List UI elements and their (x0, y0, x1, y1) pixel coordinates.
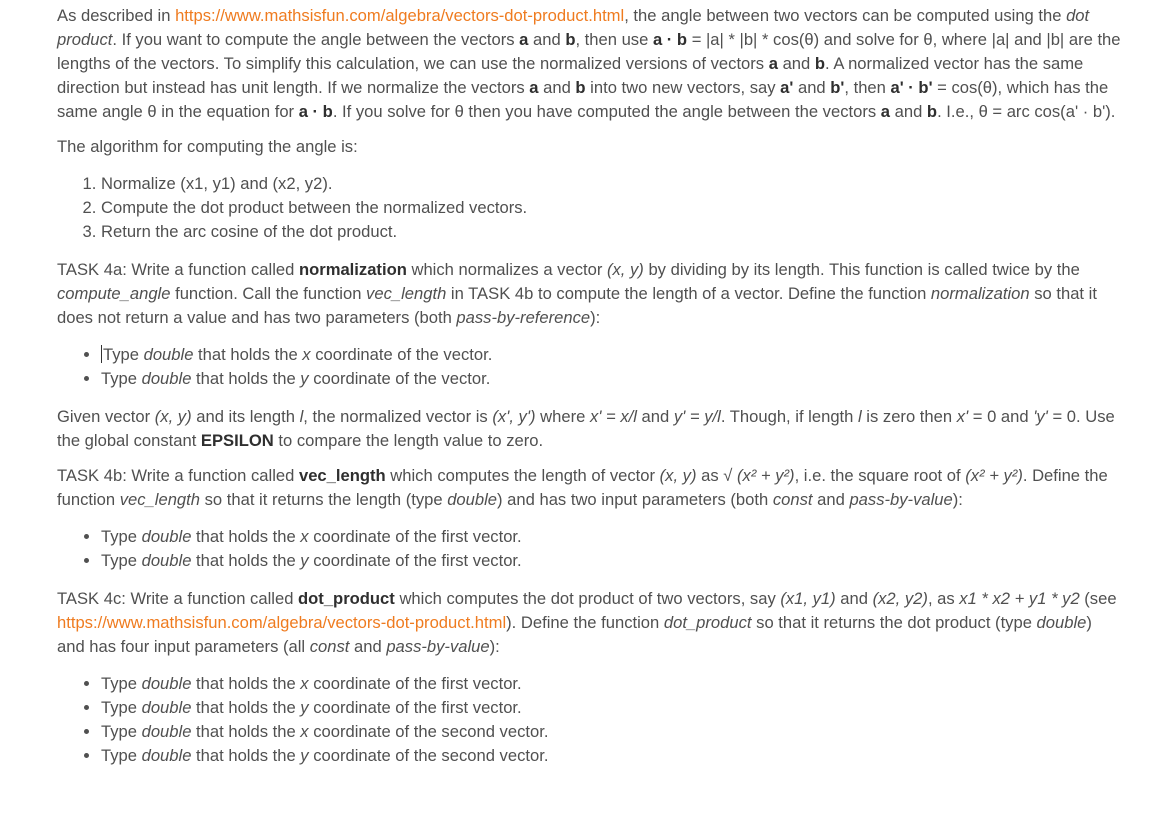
emphasis: pass-by-reference (456, 308, 591, 327)
list-item (101, 720, 1122, 744)
text: coordinate of the second vector. (308, 722, 549, 741)
text: that holds the (191, 551, 301, 570)
emphasis: (x2, y2) (872, 589, 928, 608)
text: that holds the (191, 369, 301, 388)
text: . If you want to compute the angle between the vectors (112, 30, 520, 49)
text: coordinate of the first vector. (308, 698, 522, 717)
document-body (57, 4, 1122, 768)
list-item (101, 525, 1122, 549)
text: Type (101, 527, 142, 546)
text: Type (101, 674, 142, 693)
text: into two new vectors, say (585, 78, 781, 97)
dot-product-link[interactable]: https://www.mathsisfun.com/algebra/vectors-dot-product.html (175, 6, 625, 25)
text: which normalizes a vector (406, 260, 607, 279)
algorithm-heading: The algorithm for computing the angle is: (57, 137, 358, 156)
emphasis: y (300, 746, 309, 765)
text: and (636, 407, 674, 426)
text: Type (101, 698, 142, 717)
formula: a' · b' (890, 78, 933, 97)
emphasis: y (300, 369, 309, 388)
text: that holds the (191, 674, 301, 693)
normalization-detail (57, 405, 1122, 453)
text: and (835, 589, 873, 608)
text: coordinate of the first vector. (308, 551, 522, 570)
text: which computes the dot product of two vectors, say (394, 589, 781, 608)
text: and its length (191, 407, 300, 426)
emphasis: dot_product (663, 613, 752, 632)
text: Type (101, 369, 142, 388)
emphasis: vec_length (366, 284, 447, 303)
vector-a: a (529, 78, 539, 97)
formula: (x² + y²) (965, 466, 1023, 485)
emphasis: (x, y) (659, 466, 697, 485)
text: to compute the length of a vector. Define the function (533, 284, 931, 303)
emphasis: double (141, 698, 192, 717)
text: Type (101, 746, 142, 765)
task4c-params (57, 672, 1122, 768)
emphasis: (x, y) (154, 407, 192, 426)
formula: a · b (298, 102, 333, 121)
emphasis: pass-by-value (849, 490, 953, 509)
text: coordinate of the vector. (310, 345, 493, 364)
formula: a · b (652, 30, 688, 49)
emphasis: normalization (930, 284, 1030, 303)
list-item (101, 744, 1122, 768)
text: . A normalized vector has the same direction but instead has unit length. If we normalize the vectors (57, 54, 1084, 97)
list-item (101, 696, 1122, 720)
function-name: normalization (298, 260, 407, 279)
text: where (535, 407, 590, 426)
algorithm-steps (57, 172, 1122, 244)
emphasis: x (300, 674, 309, 693)
vector-b-prime: b' (830, 78, 845, 97)
text: in (446, 284, 469, 303)
task-label: TASK 4b (57, 466, 123, 485)
task-label: TASK 4c (57, 589, 122, 608)
text: Given vector (57, 407, 155, 426)
emphasis: y (300, 551, 309, 570)
text: by dividing by its length. This function is called twice by the (643, 260, 1080, 279)
emphasis: double (1036, 613, 1087, 632)
text: , as (927, 589, 960, 608)
dot-product-link[interactable]: https://www.mathsisfun.com/algebra/vectors-dot-product.html (57, 613, 507, 632)
emphasis: x' = x/l (589, 407, 637, 426)
function-name: dot_product (298, 589, 395, 608)
list-item (101, 672, 1122, 696)
text: : Write a function called (122, 260, 299, 279)
vector-a-prime: a' (780, 78, 794, 97)
vector-a: a (880, 102, 890, 121)
emphasis: (x', y') (492, 407, 536, 426)
text: that holds the (191, 746, 301, 765)
text: = 0 and (968, 407, 1034, 426)
task4a-params (57, 343, 1122, 391)
text: that holds the (193, 345, 303, 364)
emphasis: l (858, 407, 862, 426)
emphasis: compute_angle (57, 284, 171, 303)
text: as √ (696, 466, 737, 485)
text: Type (101, 551, 142, 570)
text: ): (590, 308, 601, 327)
emphasis: double (447, 490, 498, 509)
text: ): (952, 490, 963, 509)
text: : Write a function called (122, 466, 299, 485)
vector-a: a (768, 54, 778, 73)
emphasis: y' = y/l (673, 407, 721, 426)
text: = |a| * |b| * cos(θ) and solve for θ, where |a| and |b| are the lengths of the vectors. To simplify this calculation, we can use the normalized versions of vectors (57, 30, 1121, 73)
text-cursor (101, 345, 102, 363)
emphasis: x (302, 345, 311, 364)
formula: (x² + y²) (736, 466, 795, 485)
list-item: 2. Compute the dot product between the normalized vectors. (101, 196, 1122, 220)
text: is zero then (861, 407, 957, 426)
emphasis: double (141, 674, 192, 693)
emphasis: const (309, 637, 350, 656)
emphasis: double (143, 345, 194, 364)
text: and (538, 78, 576, 97)
text: , then use (575, 30, 653, 49)
text: (see (1079, 589, 1117, 608)
emphasis: x (300, 527, 309, 546)
text: and (528, 30, 566, 49)
text: . If you solve for θ then you have computed the angle between the vectors (332, 102, 881, 121)
text: As described in (57, 6, 176, 25)
text: to compare the length value to zero. (273, 431, 544, 450)
emphasis: double (141, 722, 192, 741)
function-name: vec_length (298, 466, 386, 485)
text: . Though, if length (720, 407, 858, 426)
text: and (812, 490, 850, 509)
text: so that it does not return a value and has two parameters (both (57, 284, 1097, 327)
vector-b: b (565, 30, 576, 49)
constant-name: EPSILON (200, 431, 274, 450)
text: : Write a function called (121, 589, 299, 608)
emphasis: double (141, 551, 192, 570)
emphasis: double (141, 369, 192, 388)
vector-a: a (519, 30, 529, 49)
task4c-paragraph (57, 587, 1122, 659)
text: that holds the (191, 722, 301, 741)
text: ): (489, 637, 500, 656)
task-ref: TASK 4b (468, 284, 534, 303)
text: coordinate of the vector. (308, 369, 491, 388)
text: . I.e., θ = arc cos(a' · b'). (937, 102, 1116, 121)
task-label: TASK 4a (57, 260, 123, 279)
text: ) and has four input parameters (all (57, 613, 1092, 656)
list-item (101, 343, 1122, 367)
text: coordinate of the first vector. (308, 674, 522, 693)
emphasis: const (772, 490, 813, 509)
text: that holds the (191, 527, 301, 546)
vector-b: b (575, 78, 586, 97)
text: and (890, 102, 927, 121)
emphasis: double (141, 746, 192, 765)
task4a-paragraph (57, 258, 1122, 330)
emphasis: (x1, y1) (780, 589, 836, 608)
intro-paragraph (57, 4, 1122, 124)
text: coordinate of the first vector. (308, 527, 522, 546)
list-item (101, 367, 1122, 391)
text: ) and has two input parameters (both (497, 490, 773, 509)
task4b-paragraph (57, 464, 1122, 512)
emphasis: (x, y) (606, 260, 644, 279)
task4b-params (57, 525, 1122, 573)
emphasis: y (300, 698, 309, 717)
vector-b: b (814, 54, 826, 73)
text: function. Call the function (170, 284, 367, 303)
text: so that it returns the dot product (type (751, 613, 1037, 632)
vector-b: b (926, 102, 938, 121)
text: , i.e. the square root of (794, 466, 966, 485)
text: so that it returns the length (type (200, 490, 448, 509)
text: and (793, 78, 831, 97)
emphasis: pass-by-value (386, 637, 490, 656)
list-item: 1. Normalize (x1, y1) and (x2, y2). (101, 172, 1122, 196)
text: = cos(θ), which has the same angle θ in the equation for (57, 78, 1109, 121)
text: Type (103, 345, 144, 364)
emphasis: dot product (57, 6, 1090, 49)
text: , the normalized vector is (303, 407, 493, 426)
text: coordinate of the second vector. (308, 746, 549, 765)
emphasis: x (300, 722, 309, 741)
text: , then (844, 78, 891, 97)
text: . Define the function (57, 466, 1108, 509)
text: Type (101, 722, 142, 741)
emphasis: double (141, 527, 192, 546)
text: which computes the length of vector (385, 466, 660, 485)
list-item (101, 549, 1122, 573)
text: ). Define the function (506, 613, 664, 632)
text: = 0. Use the global constant (57, 407, 1115, 450)
emphasis: x' (956, 407, 969, 426)
text: , the angle between two vectors can be computed using the (624, 6, 1067, 25)
emphasis: vec_length (119, 490, 200, 509)
formula: x1 * x2 + y1 * y2 (959, 589, 1080, 608)
text: and (777, 54, 815, 73)
text: that holds the (191, 698, 301, 717)
list-item: 3. Return the arc cosine of the dot product. (101, 220, 1122, 244)
emphasis: l (299, 407, 304, 426)
text: and (349, 637, 387, 656)
emphasis: 'y' (1033, 407, 1048, 426)
